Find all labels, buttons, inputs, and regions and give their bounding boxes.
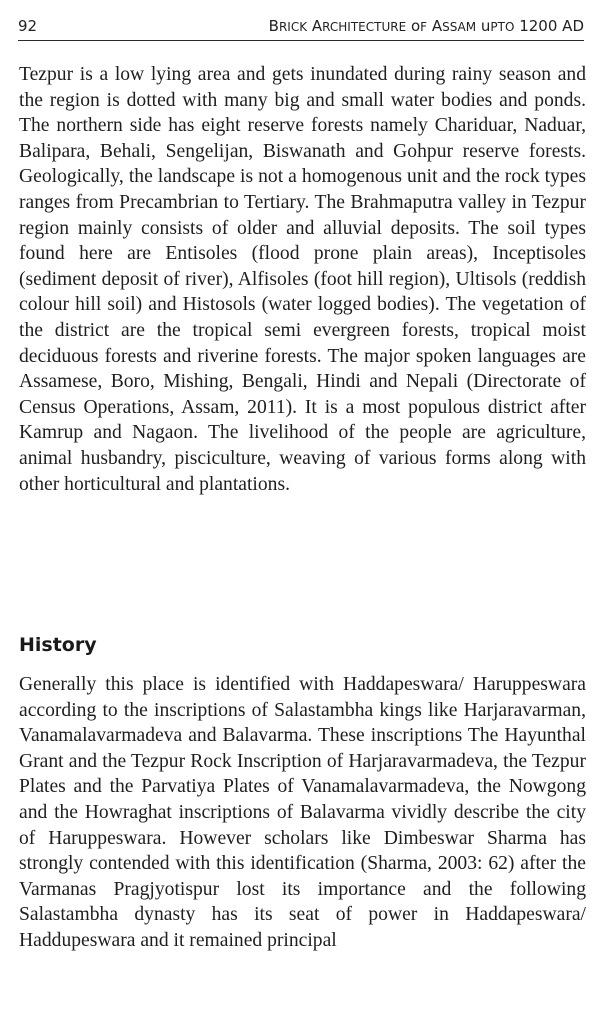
- section-heading: History: [19, 634, 97, 656]
- running-header: [18, 14, 584, 41]
- page-number: 92: [18, 17, 38, 35]
- body-paragraph: Generally this place is identified with Haddapeswara/ Haruppeswara according to the inscriptions of Salastambha kings like Harjaravarman, Vanamalavarmadeva and Balavarma. These inscriptions The Hayunthal Grant and the Tezpur Rock Inscription of Harjaravarmadeva, the Tezpur Plates and the Parvatiya Plates of Vanamalavarmadeva, the Nowgong and the Howraghat inscriptions of Balavarma vividly describe the city of Haruppeswara. However scholars like Dimbeswar Sharma has strongly contended with this identification (Sharma, 2003: 62) after the Varmanas Pragjyotispur lost its importance and the following Salastambha dynasty has its seat of power in Haddapeswara/ Haddupeswara and it remained principal: [19, 674, 586, 951]
- body-paragraph: Tezpur is a low lying area and gets inundated during rainy season and the region is dotted with many big and small water bodies and ponds. The northern side has eight reserve forests namely Chariduar, Naduar, Balipara, Behali, Sengelijan, Biswanath and Gohpur reserve forests. Geologically, the landscape is not a homogenous unit and the rock types ranges from Precambrian to Tertiary. The Brahmaputra valley in Tezpur region mainly consists of older and alluvial deposits. The soil types found here are Entisoles (flood prone plain areas), Inceptisoles (sediment deposit of river), Alfisoles (foot hill region), Ultisols (reddish colour hill soil) and Histosols (water logged bodies). The vegetation of the district are the tropical semi evergreen forests, tropical moist deciduous forests and riverine forests. The major spoken languages are Assamese, Boro, Mishing, Bengali, Hindi and Nepali (Directorate of Census Operations, Assam, 2011). It is a most populous district after Kamrup and Nagaon. The livelihood of the people are agriculture, animal husbandry, pisciculture, weaving of various forms along with other horticultural and plantations.: [19, 64, 586, 495]
- book-title: BRICK ARCHITECTURE oF ASSAM uPTO 1200 AD: [268, 17, 584, 35]
